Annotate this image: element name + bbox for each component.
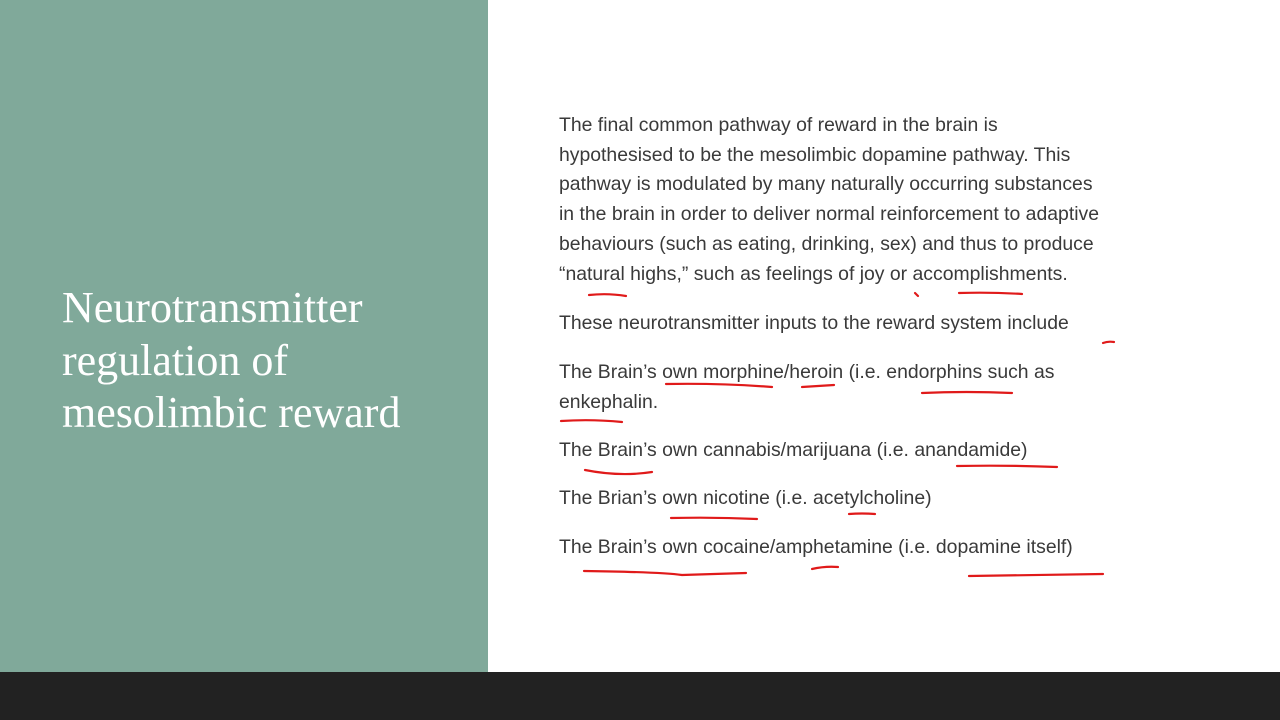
underline-anandamide — [957, 466, 1057, 467]
bullet-nicotine: The Brian’s own nicotine (i.e. acetylcholine) — [559, 487, 932, 509]
intro-paragraph: The final common pathway of reward in the brain is hypothesised to be the mesolimbic dopamine pathway. This pathway is modulated by many naturally occurring substances in the brain in order to deliver normal reinforcement to adaptive behaviours (such as eating, drinking, sex) and thus to produce “natural highs,” such as feelings of joy or accomplishments. — [559, 114, 1099, 285]
slide-title: Neurotransmitter regulation of mesolimbic reward — [62, 283, 401, 437]
bottom-bar — [0, 672, 1280, 720]
underline-dopamine-itself — [969, 574, 1103, 576]
underline-brains — [585, 470, 652, 474]
underline-brains-own — [584, 571, 746, 575]
inputs-intro: These neurotransmitter inputs to the reward system include — [559, 312, 1069, 334]
bullet-cocaine: The Brain’s own cocaine/amphetamine (i.e. dopamine itself) — [559, 536, 1073, 558]
underline-include — [1103, 342, 1114, 343]
underline-joy — [915, 293, 918, 296]
underline-amph — [812, 567, 838, 569]
bullet-morphine: The Brain’s own morphine/heroin (i.e. endorphins such as enkephalin. — [559, 361, 1055, 413]
underline-enkephalin — [561, 420, 622, 422]
underline-own-nicotine — [671, 518, 757, 519]
bullet-cannabis: The Brain’s own cannabis/marijuana (i.e. anandamide) — [559, 439, 1028, 461]
underline-accomplishments — [959, 293, 1022, 294]
title-panel — [0, 0, 488, 672]
underline-natural — [589, 294, 626, 296]
